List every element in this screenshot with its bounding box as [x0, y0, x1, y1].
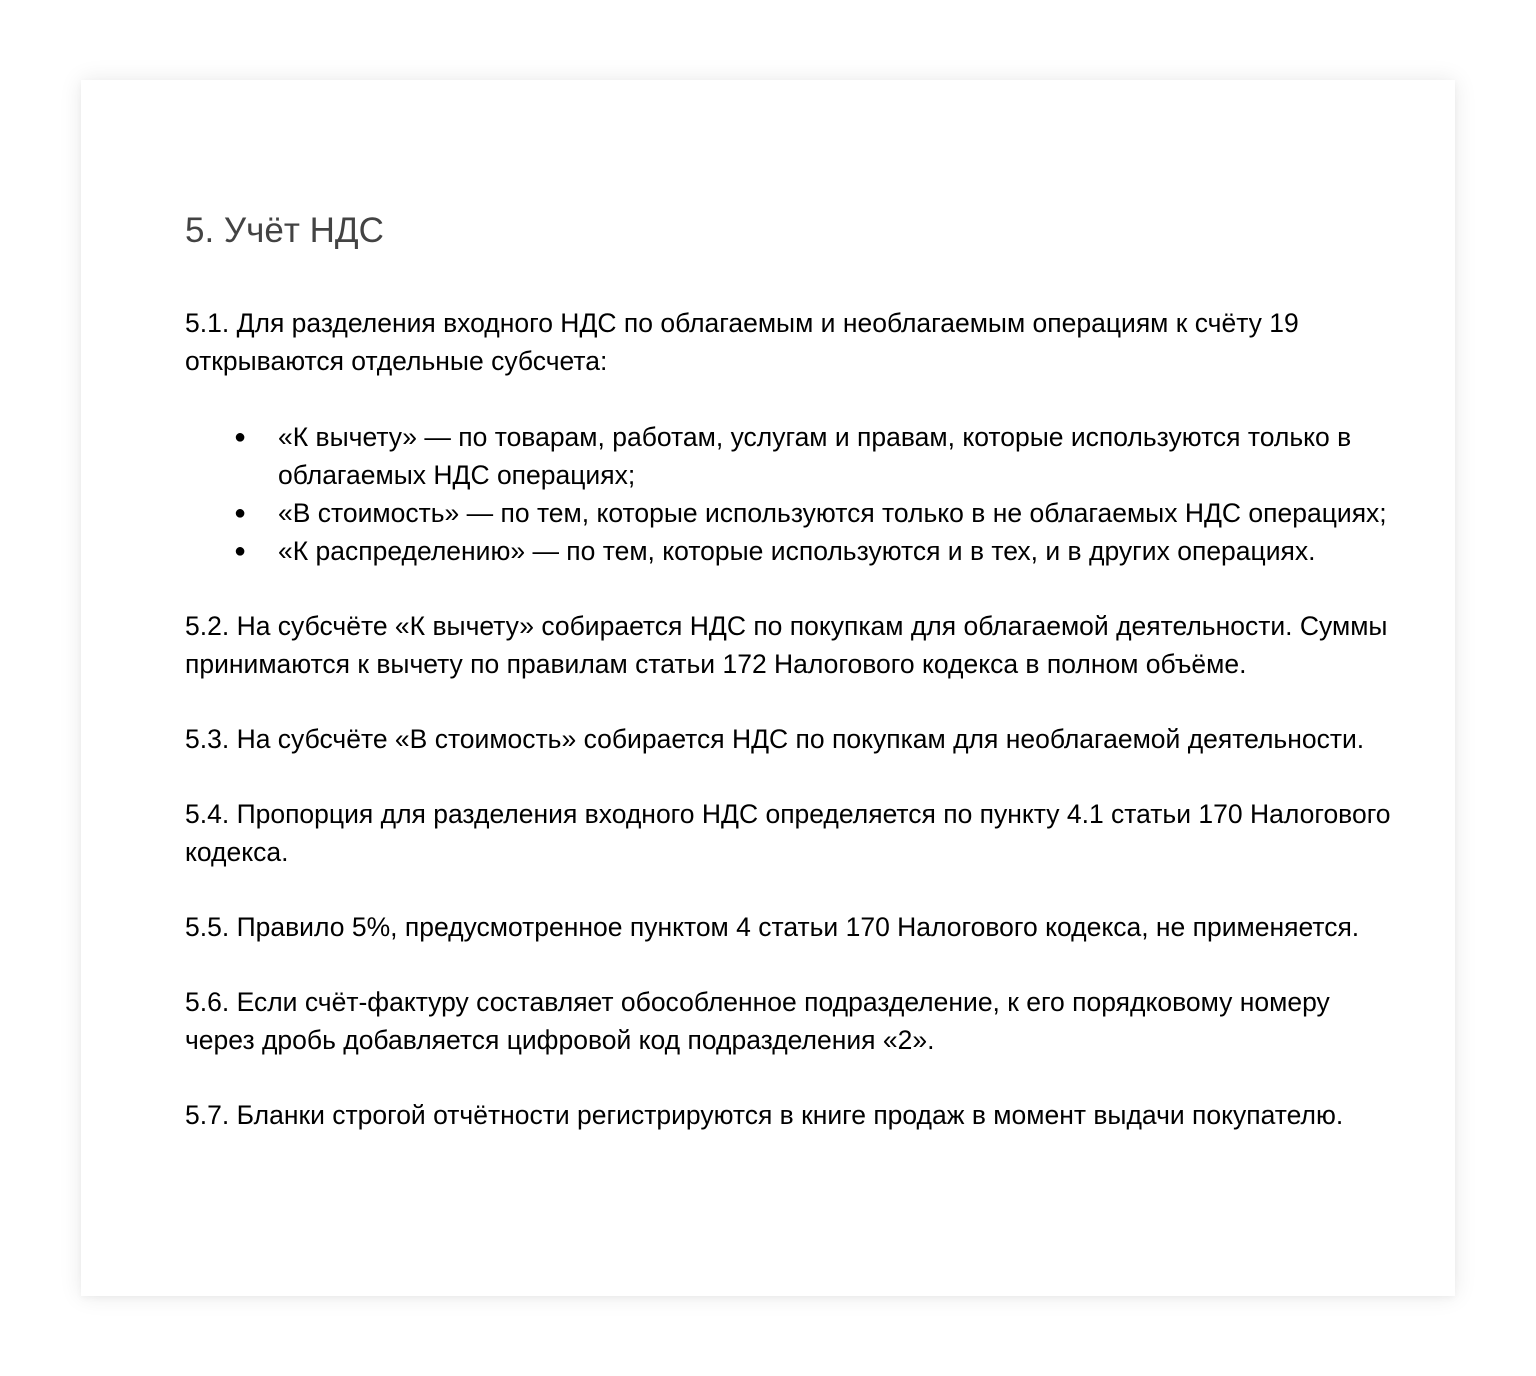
document-body	[185, 304, 1405, 1171]
paragraph-5-5: 5.5. Правило 5%, предусмотренное пунктом 4 статьи 170 Налогового кодекса, не применяется.	[185, 912, 1360, 942]
paragraph-5-3: 5.3. На субсчёте «В стоимость» собирается НДС по покупкам для необлагаемой деятельности.	[185, 724, 1365, 754]
list-item-text: «К вычету» — по товарам, работам, услугам и правам, которые используются только в облагаемых НДС операциях;	[278, 422, 1352, 490]
paragraph-5-7: 5.7. Бланки строгой отчётности регистрируются в книге продаж в момент выдачи покупателю.	[185, 1100, 1344, 1130]
bullet-icon: ●	[234, 426, 247, 448]
paragraph-5-4: 5.4. Пропорция для разделения входного НДС определяется по пункту 4.1 статьи 170 Налогового кодекса.	[185, 799, 1391, 867]
list-item-text: «К распределению» — по тем, которые используются и в тех, и в других операциях.	[278, 536, 1316, 566]
bullet-icon: ●	[234, 502, 247, 524]
subaccount-list	[185, 418, 1405, 570]
list-item	[185, 418, 1405, 494]
list-item	[185, 532, 1405, 570]
list-item-text: «В стоимость» — по тем, которые используются только в не облагаемых НДС операциях;	[278, 498, 1387, 528]
document-page	[81, 80, 1455, 1296]
list-item	[185, 494, 1405, 532]
paragraph-5-1: 5.1. Для разделения входного НДС по облагаемым и необлагаемым операциям к счёту 19 открываются отдельные субсчета:	[185, 308, 1299, 376]
bullet-icon: ●	[234, 540, 247, 562]
paragraph-5-6: 5.6. Если счёт-фактуру составляет обособленное подразделение, к его порядковому номеру через дробь добавляется цифровой код подразделения «2».	[185, 987, 1330, 1055]
paragraph-5-2: 5.2. На субсчёте «К вычету» собирается НДС по покупкам для облагаемой деятельности. Суммы принимаются к вычету по правилам статьи 172 Налогового кодекса в полном объёме.	[185, 611, 1388, 679]
section-heading: 5. Учёт НДС	[185, 211, 384, 250]
